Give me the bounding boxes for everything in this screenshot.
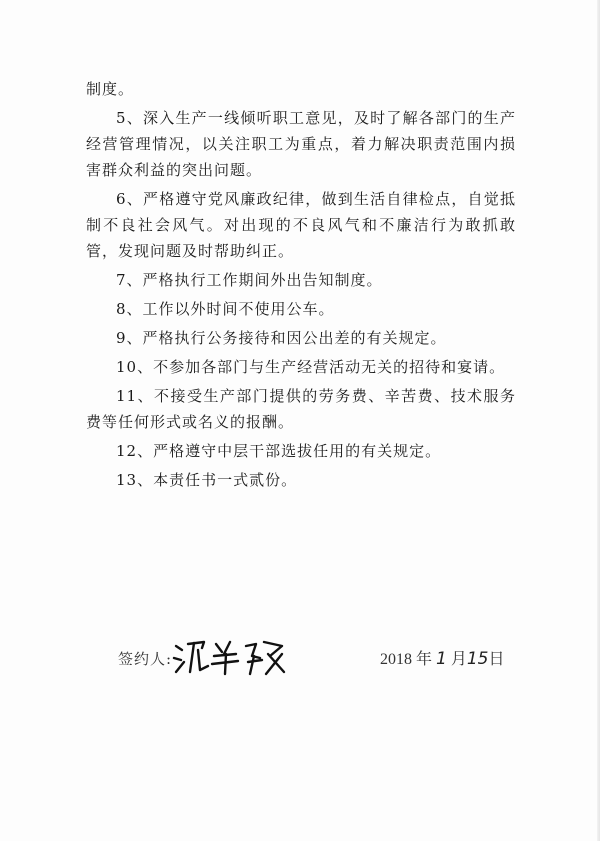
- handwritten-signature: [170, 636, 290, 676]
- document-body: [86, 76, 516, 496]
- date-day: 15: [466, 649, 489, 669]
- paragraph-10: 10、不参加各部门与生产经营活动无关的招待和宴请。: [116, 358, 506, 376]
- paragraph-5: 5、深入生产一线倾听职工意见，及时了解各部门的生产经营管理情况，以关注职工为重点，着力解决职责范围内损害群众利益的突出问题。: [86, 109, 516, 179]
- signatory-label: 签约人:: [118, 650, 173, 668]
- paragraph-6: 6、严格遵守党风廉政纪律，做到生活自律检点，自觉抵制不良社会风气。对出现的不良风气和不廉洁行为敢抓敢管，发现问题及时帮助纠正。: [86, 190, 516, 260]
- date-day-unit: 日: [488, 651, 505, 668]
- paragraph-0: 制度。: [86, 80, 135, 98]
- date-month: 1: [436, 649, 447, 669]
- signature-row: [118, 640, 518, 680]
- paragraph-11: 11、不接受生产部门提供的劳务费、辛苦费、技术服务费等任何形式或名义的报酬。: [86, 387, 516, 431]
- date-month-unit: 月: [450, 651, 467, 668]
- date-year: 2018: [380, 651, 412, 668]
- signing-date: [380, 646, 505, 669]
- date-year-unit: 年: [416, 651, 433, 668]
- paragraph-13: 13、本责任书一式贰份。: [116, 471, 298, 489]
- paragraph-9: 9、严格执行公务接待和因公出差的有关规定。: [116, 329, 447, 347]
- paragraph-12: 12、严格遵守中层干部选拔任用的有关规定。: [116, 442, 442, 460]
- paragraph-8: 8、工作以外时间不使用公车。: [116, 300, 335, 318]
- paragraph-7: 7、严格执行工作期间外出告知制度。: [116, 271, 383, 289]
